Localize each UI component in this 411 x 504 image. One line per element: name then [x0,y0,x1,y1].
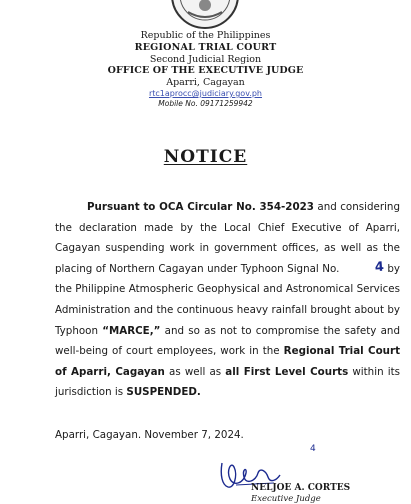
office-location: Aparri, Cagayan [166,77,245,88]
date-line: Aparri, Cagayan. November 7, 2024. [55,429,244,441]
court-name: REGIONAL TRIAL COURT [134,42,277,53]
body-segment: and so as not to compromise the safety and well-being of court employees, work in the [55,324,400,358]
typhoon-name: “MARCE,” [102,324,161,337]
notice-title: NOTICE [163,147,248,167]
court-reference: Regional Trial Court of Aparri, Cagayan [55,345,401,378]
circular-reference: Pursuant to OCA Circular No. 354-2023 [87,201,314,213]
notice-body [55,197,400,403]
suspended-label: SUSPENDED. [126,386,201,399]
body-segment: by the Philippine Atmospheric Geophysical and Astronomical Services Administration and the continuous heavy rainfall brought about by Typhoon [55,262,400,337]
mobile-number: Mobile No. 09171259942 [158,99,253,108]
judicial-region: Second Judicial Region [149,54,262,65]
handwritten-signal-number: 4 [374,259,385,275]
signatory-name: NELJOE A. CORTES [251,483,351,493]
body-segment: as well as [164,365,226,378]
first-level-courts: all First Level Courts [225,365,349,378]
signatory-title: Executive Judge [251,494,321,504]
body-segment: and considering the declaration made by the Local Chief Executive of Aparri, Cagayan suspending work in government offices, as well as the placing of Northern Cagayan under Typhoon Signal No. [55,201,400,275]
handwritten-mark: 4 [310,444,316,454]
body-segment: within its jurisdiction is [55,365,401,399]
email-link[interactable]: rtc1aprocc@judiciary.gov.ph [148,89,263,98]
republic-line: Republic of the Philippines [140,30,271,41]
court-seal-logo [170,0,240,30]
office-name: OFFICE OF THE EXECUTIVE JUDGE [107,65,304,76]
